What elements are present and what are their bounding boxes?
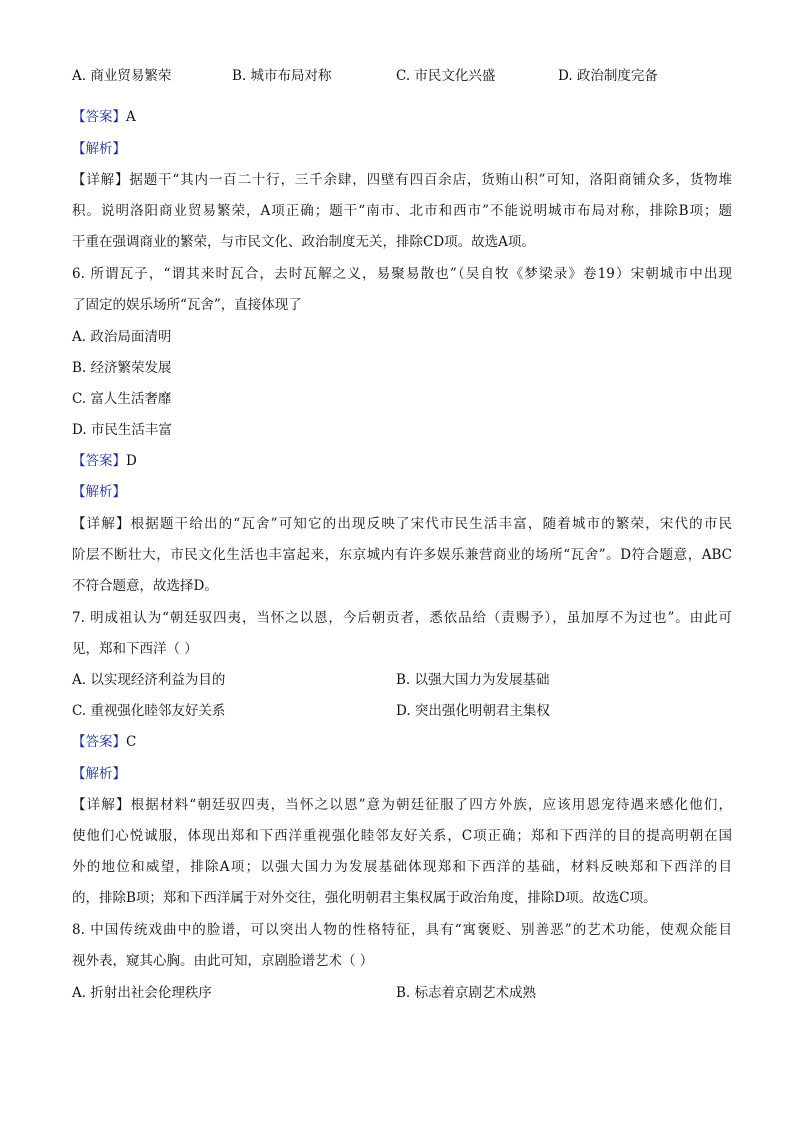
q7-stem-line-1: 7. 明成祖认为“朝廷驭四夷，当怀之以恩，今后朝贡者，悉依品给（责赐予），虽加厚不为过也”。由此可 — [72, 610, 732, 626]
q6-answer: 【答案】D — [72, 453, 137, 469]
q7-option-d[interactable]: D. 突出强化明朝君主集权 — [396, 703, 550, 719]
q5-option-a[interactable]: A. 商业贸易繁荣 — [72, 68, 172, 84]
q7-option-c[interactable]: C. 重视强化睦邻友好关系 — [72, 703, 226, 719]
q6-stem-line-1: 6. 所谓瓦子，“谓其来时瓦合，去时瓦解之义，易聚易散也”（吴自牧《梦梁录》卷19）宋朝城市中出现 — [72, 266, 732, 282]
q8-stem-line-2: 视外表，窥其心胸。由此可知，京剧脸谱艺术（ ） — [72, 953, 374, 969]
answer-label: 【答案】 — [72, 109, 126, 125]
q6-option-b[interactable]: B. 经济繁荣发展 — [72, 360, 172, 376]
q5-answer — [72, 107, 136, 127]
q6-analysis-label: 【解析】 — [72, 484, 126, 500]
q6-option-c[interactable]: C. 富人生活奢靡 — [72, 391, 172, 407]
q7-detail-line-2: 使他们心悦诚服，体现出郑和下西洋重视强化睦邻友好关系，C项正确；郑和下西洋的目的提高明朝在国 — [72, 828, 732, 844]
detail-label: 【详解】 — [72, 172, 130, 188]
q5-detail-line-1: 【详解】据题干“其内一百二十行，三千余肆，四壁有四百余店，货贿山积”可知，洛阳商铺众多，货物堆 — [72, 172, 733, 188]
q7-detail-line-1: 【详解】根据材料“朝廷驭四夷，当怀之以恩”意为朝廷征服了四方外族，应该用恩宠待遇来感化他们， — [72, 797, 732, 813]
q5-option-d[interactable]: D. 政治制度完备 — [558, 68, 658, 84]
q5-detail-line-2: 积。说明洛阳商业贸易繁荣，A项正确；题干“南市、北市和西市”不能说明城市布局对称，排除B项；题 — [72, 203, 732, 219]
q5-detail-line-3: 干重在强调商业的繁荣，与市民文化、政治制度无关，排除CD项。故选A项。 — [72, 234, 535, 250]
q6-option-a[interactable]: A. 政治局面清明 — [72, 329, 172, 345]
q6-detail-line-2: 阶层不断壮大，市民文化生活也丰富起来，东京城内有许多娱乐兼营商业的场所“瓦舍”。D符合题意，ABC — [72, 547, 732, 563]
q6-option-d[interactable]: D. 市民生活丰富 — [72, 422, 172, 438]
q6-detail-line-3: 不符合题意，故选择D。 — [72, 578, 218, 594]
q7-analysis-label: 【解析】 — [72, 766, 126, 782]
q7-answer: 【答案】C — [72, 734, 137, 750]
q7-option-a[interactable]: A. 以实现经济利益为目的 — [72, 672, 226, 688]
q5-analysis-label: 【解析】 — [72, 141, 126, 157]
q7-detail-line-3: 外的地位和威望，排除A项；以强大国力为发展基础体现郑和下西洋的基础，材料反映郑和下西洋的目 — [72, 859, 732, 875]
q8-option-b[interactable]: B. 标志着京剧艺术成熟 — [396, 985, 537, 1001]
q7-stem-line-2: 见，郑和下西洋（ ） — [72, 641, 198, 657]
q7-option-b[interactable]: B. 以强大国力为发展基础 — [396, 672, 550, 688]
q5-option-c[interactable]: C. 市民文化兴盛 — [396, 68, 496, 84]
q5-option-b[interactable]: B. 城市布局对称 — [232, 68, 332, 84]
q6-stem-line-2: 了固定的娱乐场所“瓦舍”，直接体现了 — [72, 297, 302, 313]
q8-option-a[interactable]: A. 折射出社会伦理秩序 — [72, 985, 212, 1001]
q6-detail-line-1: 【详解】根据题干给出的“瓦舍”可知它的出现反映了宋代市民生活丰富，随着城市的繁荣，宋代的市民 — [72, 516, 732, 532]
answer-value: A — [126, 109, 136, 125]
q8-stem-line-1: 8. 中国传统戏曲中的脸谱，可以突出人物的性格特征，具有“寓褒贬、别善恶”的艺术功能，使观众能目 — [72, 922, 732, 938]
q7-detail-line-4: 的，排除B项；郑和下西洋属于对外交往，强化明朝君主集权属于政治角度，排除D项。故选C项。 — [72, 890, 657, 906]
